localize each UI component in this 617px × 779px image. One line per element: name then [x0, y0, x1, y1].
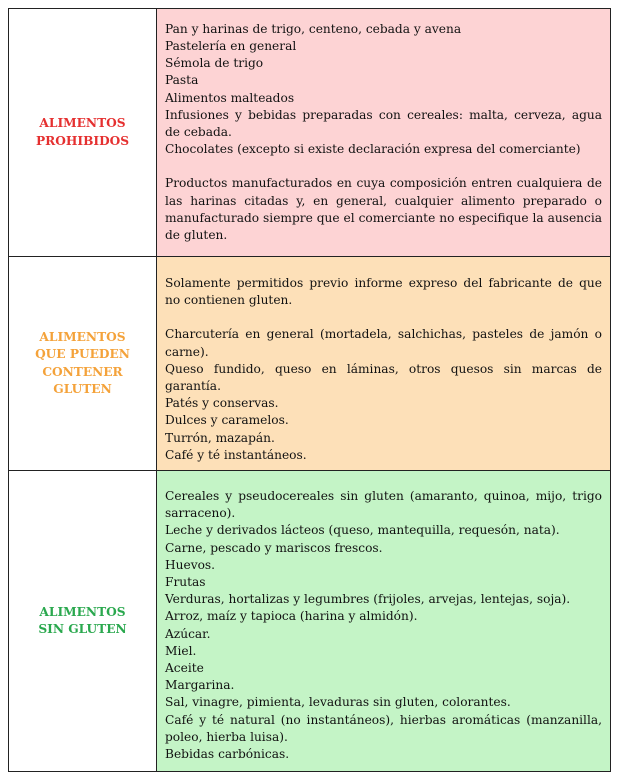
- list-item: Pan y harinas de trigo, centeno, cebada y avena: [165, 21, 462, 36]
- label-line: GLUTEN: [53, 381, 112, 396]
- list-item: Sémola de trigo: [165, 56, 264, 71]
- table-row-prohibited: [9, 9, 611, 257]
- label-line: QUE PUEDEN: [35, 347, 130, 362]
- table-row-gluten-free: [9, 471, 611, 772]
- list-item: Chocolates (excepto si existe declaración expresa del comerciante): [165, 142, 581, 157]
- list-item: Alimentos malteados: [165, 90, 295, 105]
- list-item: Miel.: [165, 643, 197, 658]
- list-item: Verduras, hortalizas y legumbres (frijoles, arvejas, lentejas, soja).: [165, 592, 571, 607]
- list-item: Carne, pescado y mariscos frescos.: [165, 540, 383, 555]
- list-item: Charcutería en general (mortadela, salchichas, pasteles de jamón o carne).: [165, 327, 602, 359]
- list-item: Pasta: [165, 73, 199, 88]
- list-item: Turrón, mazapán.: [165, 430, 275, 445]
- category-label-gluten-free: [9, 471, 157, 772]
- category-label-may-contain: [9, 257, 157, 471]
- paragraph: [165, 21, 602, 159]
- label-line: ALIMENTOS: [39, 604, 126, 619]
- list-item: Café y té natural (no instantáneos), hierbas aromáticas (manzanilla, poleo, hierba luisa).: [165, 712, 602, 744]
- list-item: Arroz, maíz y tapioca (harina y almidón).: [165, 609, 418, 624]
- list-item: Aceite: [165, 660, 204, 675]
- list-item: Café y té instantáneos.: [165, 447, 307, 462]
- label-line: ALIMENTOS: [39, 116, 126, 131]
- list-item: Sal, vinagre, pimienta, levaduras sin gluten, colorantes.: [165, 695, 511, 710]
- list-item: Patés y conservas.: [165, 396, 279, 411]
- paragraph: [165, 488, 602, 763]
- category-label-prohibited: [9, 9, 157, 257]
- table-row-may-contain: [9, 257, 611, 471]
- list-item: Azúcar.: [165, 626, 211, 641]
- label-line: SIN GLUTEN: [38, 622, 127, 637]
- list-item: Solamente permitidos previo informe expreso del fabricante de que no contienen gluten.: [165, 276, 602, 308]
- list-item: Frutas: [165, 574, 206, 589]
- list-item: Infusiones y bebidas preparadas con cereales: malta, cerveza, agua de cebada.: [165, 107, 602, 139]
- content-gluten-free: [157, 471, 611, 772]
- list-item: Pastelería en general: [165, 38, 297, 53]
- list-item: Bebidas carbónicas.: [165, 746, 290, 761]
- list-item: Productos manufacturados en cuya composición entren cualquiera de las harinas citadas y, en general, cualquier alimento preparado o manufacturado siempre que el comerciante no especifique la ausencia de gluten.: [165, 176, 602, 243]
- label-line: PROHIBIDOS: [35, 133, 130, 148]
- list-item: Dulces y caramelos.: [165, 413, 289, 428]
- list-item: Cereales y pseudocereales sin gluten (amaranto, quinoa, mijo, trigo sarraceno).: [165, 488, 602, 521]
- list-item: Leche y derivados lácteos (queso, mantequilla, requesón, nata).: [165, 523, 560, 538]
- paragraph: [165, 275, 602, 309]
- gluten-food-table: [8, 8, 611, 772]
- paragraph: [165, 175, 602, 244]
- list-item: Queso fundido, queso en láminas, otros quesos sin marcas de garantía.: [165, 361, 602, 394]
- list-item: Huevos.: [165, 557, 216, 572]
- list-item: Margarina.: [165, 678, 235, 693]
- label-line: ALIMENTOS: [39, 330, 126, 345]
- label-line: CONTENER: [42, 364, 123, 379]
- content-prohibited: [157, 9, 611, 257]
- paragraph: [165, 326, 602, 464]
- content-may-contain: [157, 257, 611, 471]
